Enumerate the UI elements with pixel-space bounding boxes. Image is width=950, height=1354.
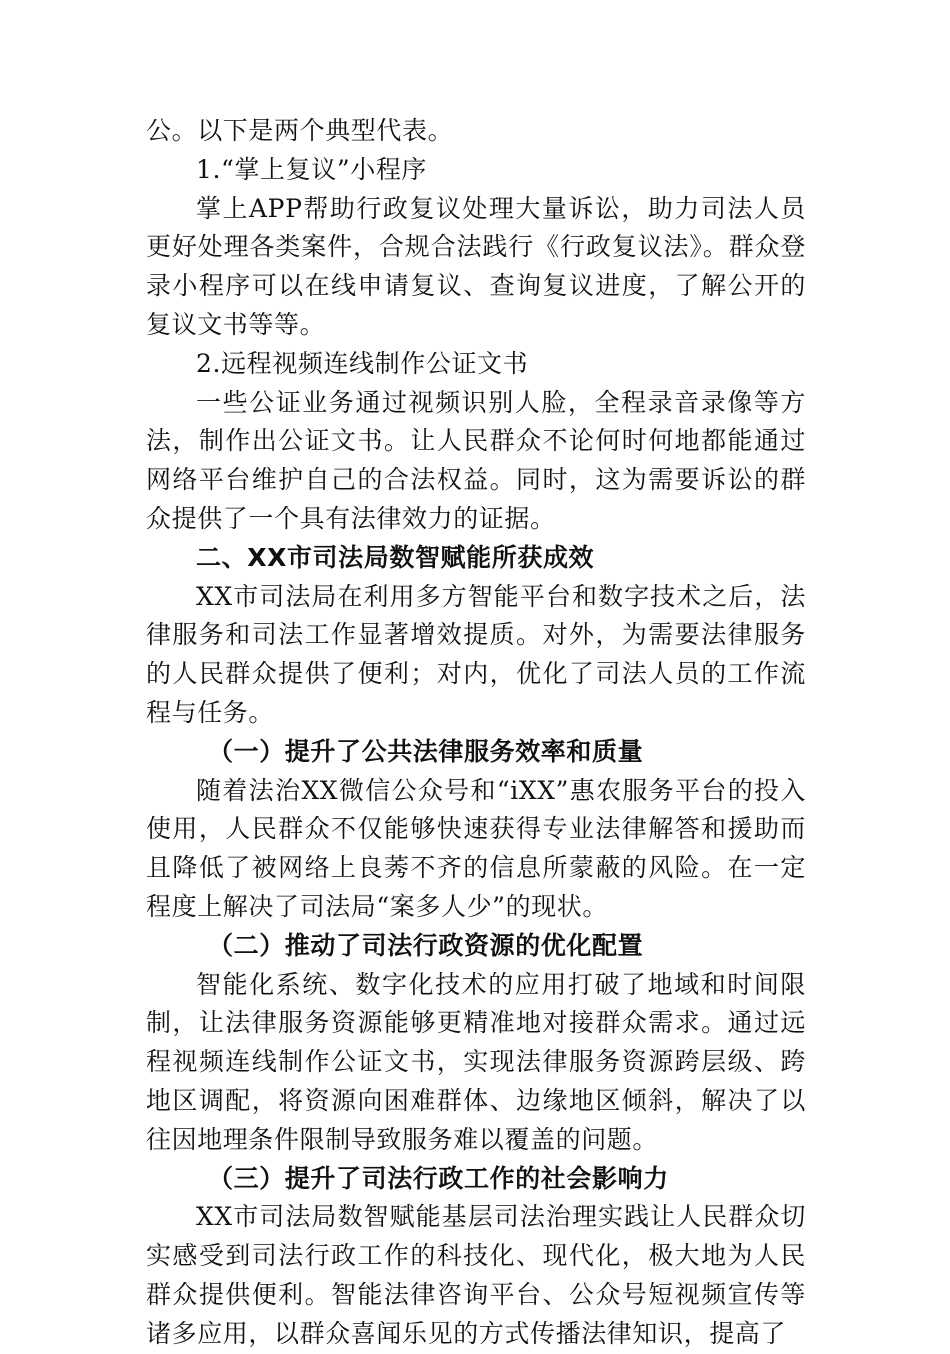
paragraph: 随着法治XX微信公众号和“iXX”惠农服务平台的投入使用，人民群众不仅能够快速获得专业法律解答和援助而且降低了被网络上良莠不齐的信息所蒙蔽的风险。在一定程度上解决了司法局“案多人少”的现状。 <box>146 775 806 921</box>
item-heading-2: 2.远程视频连线制作公证文书 <box>196 348 529 378</box>
paragraph: 掌上APP帮助行政复议处理大量诉讼，助力司法人员更好处理各类案件，合规合法践行《行政复议法》。群众登录小程序可以在线申请复议、查询复议进度，了解公开的复议文书等等。 <box>146 193 806 339</box>
paragraph: 智能化系统、数字化技术的应用打破了地域和时间限制，让法律服务资源能够更精准地对接群众需求。通过远程视频连线制作公证文书，实现法律服务资源跨层级、跨地区调配，将资源向困难群体、边缘地区倾斜，解决了以往因地理条件限制导致服务难以覆盖的问题。 <box>146 969 806 1154</box>
item-heading-1: 1.“掌上复议”小程序 <box>196 154 428 184</box>
paragraph-continued: 公。以下是两个典型代表。 <box>146 116 454 145</box>
subsection-heading-2: （二）推动了司法行政资源的优化配置 <box>208 930 644 960</box>
paragraph: XX市司法局在利用多方智能平台和数字技术之后，法律服务和司法工作显著增效提质。对外，为需要法律服务的人民群众提供了便利；对内，优化了司法人员的工作流程与任务。 <box>146 581 806 727</box>
document-page <box>146 112 806 1354</box>
paragraph: XX市司法局数智赋能基层司法治理实践让人民群众切实感受到司法行政工作的科技化、现代化，极大地为人民群众提供便利。智能法律咨询平台、公众号短视频宣传等诸多应用，以群众喜闻乐见的方式传播法律知识，提高了 <box>146 1202 806 1348</box>
section-heading: 二、XX市司法局数智赋能所获成效 <box>196 542 595 572</box>
subsection-heading-1: （一）提升了公共法律服务效率和质量 <box>208 736 644 766</box>
paragraph: 一些公证业务通过视频识别人脸，全程录音录像等方法，制作出公证文书。让人民群众不论何时何地都能通过网络平台维护自己的合法权益。同时，这为需要诉讼的群众提供了一个具有法律效力的证据。 <box>146 387 806 533</box>
subsection-heading-3: （三）提升了司法行政工作的社会影响力 <box>208 1163 669 1193</box>
